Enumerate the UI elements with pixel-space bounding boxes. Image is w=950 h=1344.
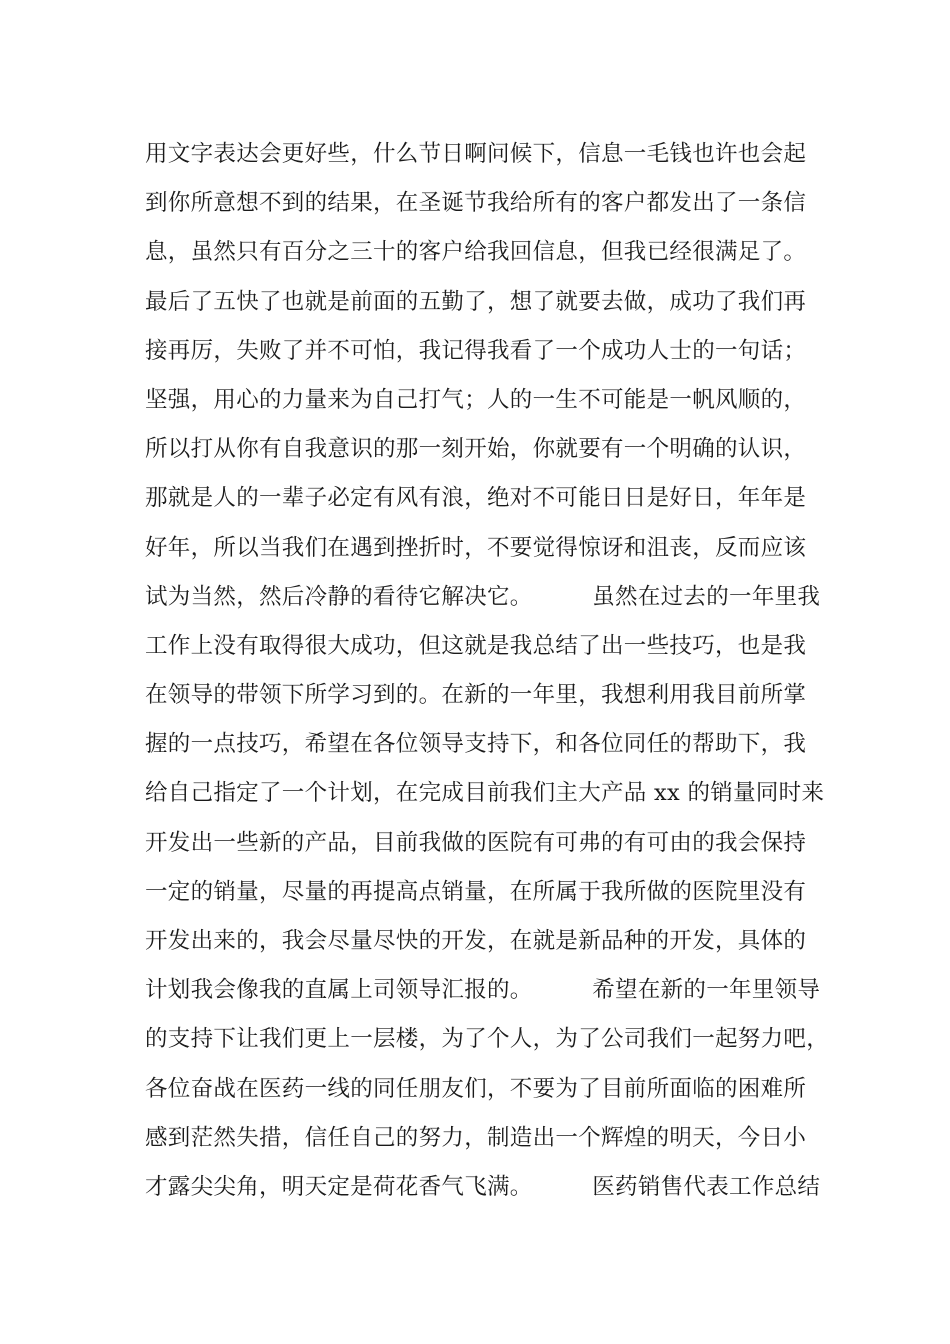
body-text [145,130,830,1212]
text-line: 在领导的带领下所学习到的。在新的一年里，我想利用我目前所掌 [145,682,807,709]
text-line: 息，虽然只有百分之三十的客户给我回信息，但我已经很满足了。 [145,239,807,266]
text-line: 所以打从你有自我意识的那一刻开始，你就要有一个明确的认识， [145,436,807,463]
text-line: 到你所意想不到的结果，在圣诞节我给所有的客户都发出了一条信 [145,190,807,217]
text-line: 接再厉，失败了并不可怕，我记得我看了一个成功人士的一句话； [145,337,807,364]
text-line: 最后了五快了也就是前面的五勤了，想了就要去做，成功了我们再 [145,288,807,315]
text-line: 给自己指定了一个计划，在完成目前我们主大产品 xx 的销量同时来 [145,780,825,807]
text-line: 各位奋战在医药一线的同任朋友们，不要为了目前所面临的困难所 [145,1075,807,1102]
text-line: 那就是人的一辈子必定有风有浪，绝对不可能日日是好日，年年是 [145,485,807,512]
text-line: 的支持下让我们更上一层楼，为了个人，为了公司我们一起努力吧， [145,1026,830,1053]
text-line: 握的一点技巧，希望在各位领导支持下，和各位同任的帮助下，我 [145,731,807,758]
text-line: 试为当然，然后冷静的看待它解决它。 虽然在过去的一年里我 [145,583,821,610]
text-line: 好年，所以当我们在遇到挫折时，不要觉得惊讶和沮丧，反而应该 [145,534,807,561]
text-line: 计划我会像我的直属上司领导汇报的。 希望在新的一年里领导 [145,977,821,1004]
text-line: 用文字表达会更好些，什么节日啊问候下，信息一毛钱也许也会起 [145,141,807,167]
text-line: 开发出一些新的产品，目前我做的医院有可弗的有可由的我会保持 [145,829,807,856]
text-line: 才露尖尖角，明天定是荷花香气飞满。 医药销售代表工作总结 [145,1173,821,1200]
text-line: 感到茫然失措，信任自己的努力，制造出一个辉煌的明天，今日小 [145,1124,807,1151]
text-line: 开发出来的，我会尽量尽快的开发，在就是新品种的开发，具体的 [145,928,807,954]
text-line: 坚强，用心的力量来为自己打气；人的一生不可能是一帆风顺的， [145,386,807,413]
text-line: 工作上没有取得很大成功，但这就是我总结了出一些技巧，也是我 [145,632,807,659]
text-line: 一定的销量，尽量的再提高点销量，在所属于我所做的医院里没有 [145,878,807,905]
